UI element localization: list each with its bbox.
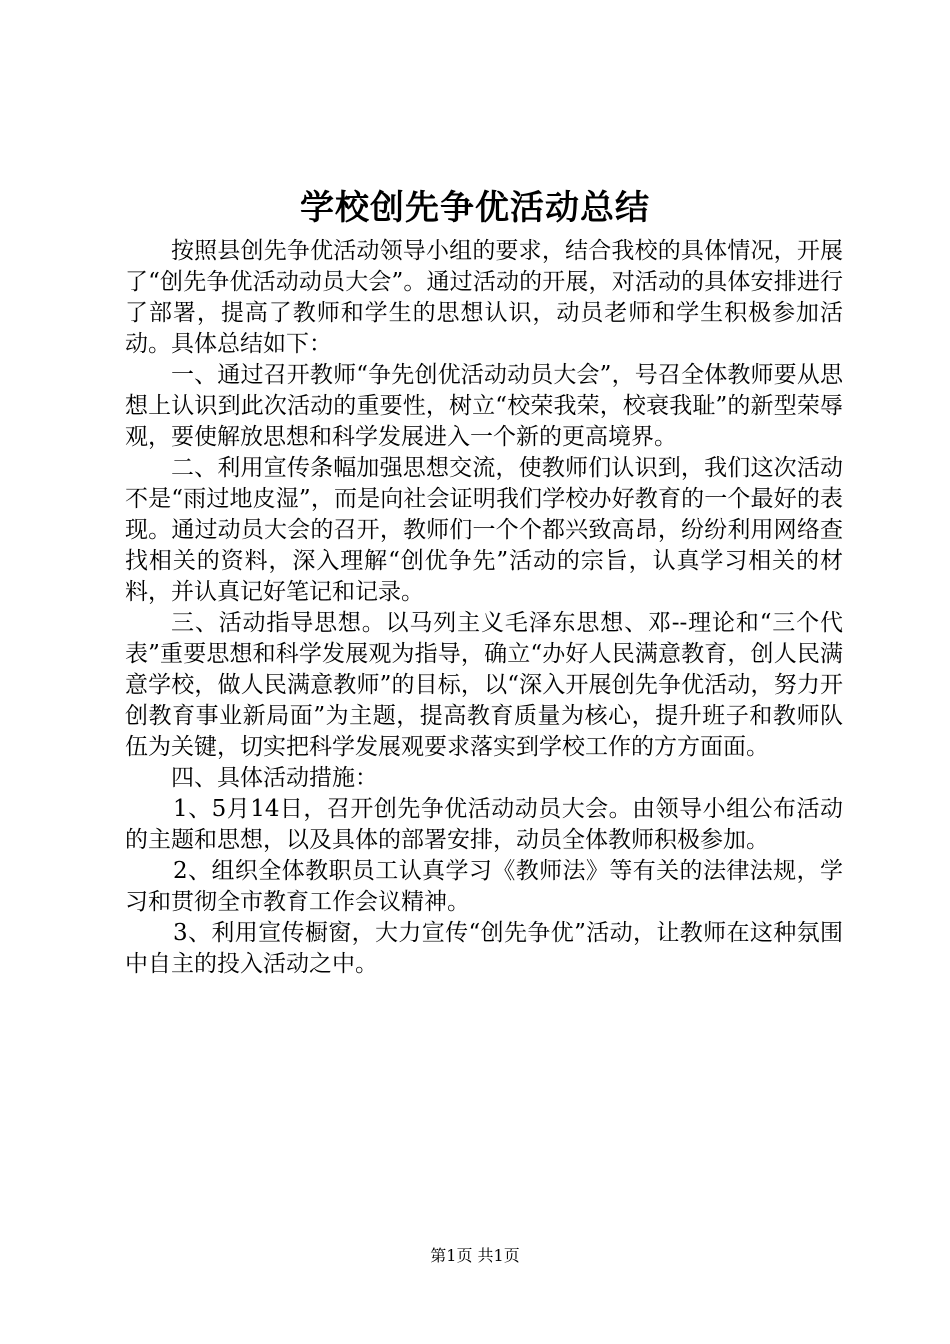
intro-paragraph: 按照县创先争优活动领导小组的要求，结合我校的具体情况，开展了“创先争优活动动员大会”。通过活动的开展，对活动的具体安排进行了部署，提高了教师和学生的思想认识，动员老师和学生积极参加活动。具体总结如下： bbox=[125, 238, 843, 357]
document-title: 学校创先争优活动总结 bbox=[300, 188, 650, 228]
measure-3-paragraph: 3、利用宣传橱窗，大力宣传“创先争优”活动，让教师在这种氛围中自主的投入活动之中。 bbox=[125, 920, 843, 977]
measure-1-paragraph: 1、5月14日，召开创先争优活动动员大会。由领导小组公布活动的主题和思想，以及具体的部署安排，动员全体教师积极参加。 bbox=[125, 796, 843, 853]
section-4-heading: 四、具体活动措施： bbox=[171, 765, 378, 791]
section-2-paragraph: 二、利用宣传条幅加强思想交流，使教师们认识到，我们这次活动不是“雨过地皮湿”，而是向社会证明我们学校办好教育的一个最好的表现。通过动员大会的召开，教师们一个个都兴致高昂，纷纷利用网络查找相关的资料，深入理解“创优争先”活动的宗旨，认真学习相关的材料，并认真记好笔记和记录。 bbox=[125, 455, 843, 605]
section-3-paragraph: 三、活动指导思想。以马列主义毛泽东思想、邓--理论和“三个代表”重要思想和科学发展观为指导，确立“办好人民满意教育，创人民满意学校，做人民满意教师”的目标，以“深入开展创先争优活动，努力开创教育事业新局面”为主题，提高教育质量为核心，提升班子和教师队伍为关键，切实把科学发展观要求落实到学校工作的方方面面。 bbox=[125, 610, 843, 760]
measure-2-paragraph: 2、组织全体教职员工认真学习《教师法》等有关的法律法规，学习和贯彻全市教育工作会议精神。 bbox=[125, 858, 843, 915]
document-body bbox=[125, 236, 843, 980]
page-number-footer: 第1页 共1页 bbox=[430, 1246, 520, 1265]
section-1-paragraph: 一、通过召开教师“争先创优活动动员大会”，号召全体教师要从思想上认识到此次活动的重要性，树立“校荣我荣，校衰我耻”的新型荣辱观，要使解放思想和科学发展进入一个新的更高境界。 bbox=[125, 362, 843, 450]
